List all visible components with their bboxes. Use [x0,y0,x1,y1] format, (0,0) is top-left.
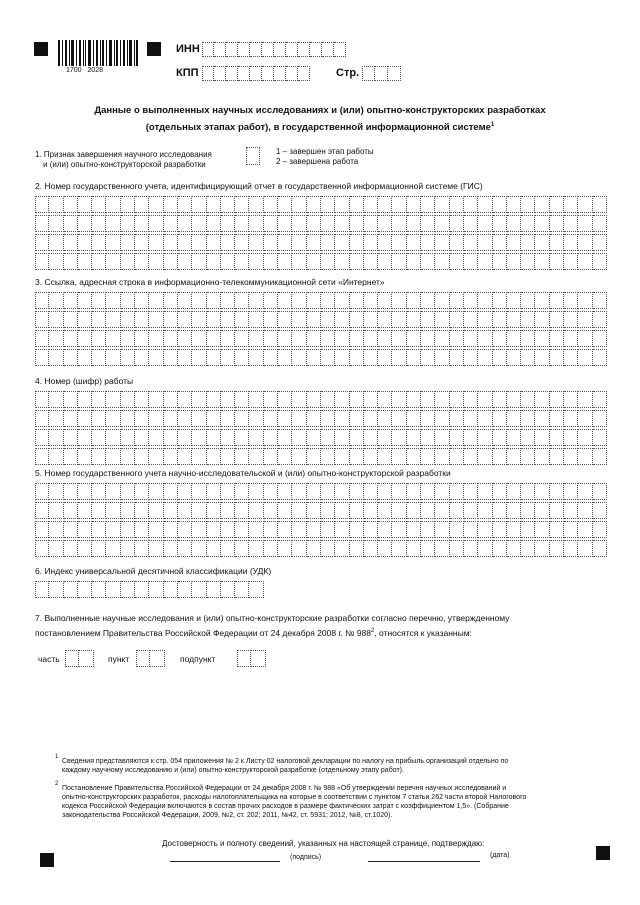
option-stage-completed: 1 – завершен этап работы [276,147,374,156]
title-line-2: (отдельных этапах работ), в государственной информационной системе [145,122,491,134]
corner-marker-top-right [147,42,161,56]
corner-marker-bottom-left [40,853,54,867]
date-label: (дата) [490,852,510,859]
section6-label: 6. Индекс универсальной десятичной классификации (УДК) [35,566,272,576]
completion-flag-field[interactable] [246,147,260,165]
section3-label: 3. Ссылка, адресная строка в информационно-телекоммуникационной сети «Интернет» [35,277,385,287]
section2-grid[interactable] [35,196,607,270]
page-label: Стр. [336,67,360,79]
corner-marker-bottom-right [596,846,610,860]
completion-options [276,147,374,167]
date-line[interactable] [368,861,480,862]
subpoint-label: подпункт [180,654,216,664]
point-field[interactable] [136,650,165,667]
signature-label: (подпись) [290,854,322,861]
inn-label: ИНН [176,43,200,55]
barcode-number: 1700 2028 [66,67,103,74]
udc-field[interactable] [35,581,264,598]
section5-grid[interactable] [35,483,607,557]
section2-label: 2. Номер государственного учета, идентифицирующий отчет в государственной информационной системе (ГИС) [35,181,483,191]
section4-grid[interactable] [35,391,607,465]
footnote-2: 2 Постановление Правительства Российской Федерации от 24 декабря 2008 г. № 988 «Об утверждении перечня научных исследований и опытно-конструкторских разработок, расходы налогоплательщика на которые в соответствии с пунктом 7 статьи 262 части второй Налогового кодекса Российской Федерации включаются в состав прочих расходов в размере фактических затрат с коэффициентом 1,5». (Собрание законодательства Российской Федерации, 2009, №2, ст. 202; 2011, №42, ст. 5931; 2012, №8, ст.1020). [55,781,527,819]
form-title [50,104,590,135]
section3-grid[interactable] [35,292,607,366]
part-label: часть [38,654,60,664]
footnote-ref-1: 1 [490,122,495,128]
part-field[interactable] [65,650,94,667]
confirmation-text: Достоверность и полноту сведений, указанных на настоящей странице, подтверждаю: [162,839,485,848]
footnote-1: 1 Сведения представляются к стр. 054 приложения № 2 к Листу 02 налоговой декларации по налогу на прибыль организаций отдельно по каждому научному исследованию и (или) опытно-конструкторской разработке (отдельному этапу работ). [55,754,509,774]
kpp-field[interactable] [202,66,310,81]
option-work-completed: 2 – завершена работа [276,157,359,166]
signature-line[interactable] [170,861,280,862]
barcode [58,40,138,74]
corner-marker-top-left [34,42,48,56]
section1-label: 1. Признак завершения научного исследования и (или) опытно-конструкторской разработки [35,150,212,169]
title-line-1: Данные о выполненных научных исследованиях и (или) опытно-конструкторских разработках [94,105,546,116]
section4-label: 4. Номер (шифр) работы [35,376,134,386]
section5-label: 5. Номер государственного учета научно-исследовательской и (или) опытно-конструкторской разработки [35,468,451,478]
inn-field[interactable] [202,42,346,57]
subpoint-field[interactable] [237,650,266,667]
kpp-label: КПП [176,67,199,79]
point-label: пункт [108,654,130,664]
footnote-ref-2: 2 [370,628,375,635]
section7-line1: 7. Выполненные научные исследования и (или) опытно-конструкторские разработки согласно перечню, утвержденному [35,613,510,623]
page-number-field[interactable] [362,66,401,81]
section7-line2: постановлением Правительства Российской Федерации от 24 декабря 2008 г. № $988^2$, относятся к указанным: [35,628,472,638]
